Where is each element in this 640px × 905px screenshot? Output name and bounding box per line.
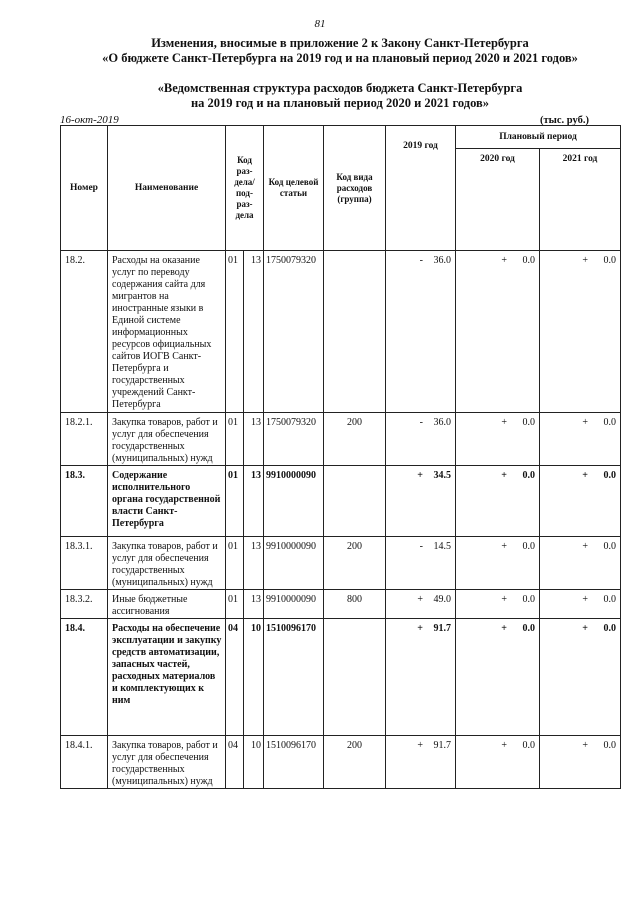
row-vr-code <box>324 619 386 736</box>
row-podrazdel: 13 <box>244 251 264 413</box>
sign: + <box>582 623 588 634</box>
table-row <box>61 736 621 789</box>
row-value-2020 <box>456 413 540 466</box>
header-2020: 2020 год <box>456 149 540 251</box>
amount: 0.0 <box>603 594 616 605</box>
row-razdel: 04 <box>226 619 244 736</box>
row-value-2019 <box>386 413 456 466</box>
header-2021: 2021 год <box>540 149 621 251</box>
row-value-2019 <box>386 736 456 789</box>
row-value-2021 <box>540 466 621 537</box>
sign: + <box>582 541 588 552</box>
row-cs-code: 1510096170 <box>264 736 324 789</box>
amount: 0.0 <box>603 255 616 266</box>
sign: + <box>417 740 423 751</box>
sign: - <box>419 417 423 428</box>
amount: 36.0 <box>433 255 451 266</box>
row-value-2021 <box>540 619 621 736</box>
sign: + <box>582 417 588 428</box>
amount: 0.0 <box>603 541 616 552</box>
row-number: 18.3.2. <box>61 590 108 619</box>
row-podrazdel: 10 <box>244 619 264 736</box>
row-value-2020 <box>456 619 540 736</box>
subtitle-line-2: на 2019 год и на плановый период 2020 и 2021 годов» <box>190 96 490 110</box>
row-name: Расходы на обеспечение эксплуатации и закупку средств автоматизации, запасных частей, расходных материалов и комплектующих к ним <box>108 619 226 736</box>
row-name: Закупка товаров, работ и услуг для обеспечения государственных (муниципальных) нужд <box>108 537 226 590</box>
row-podrazdel: 13 <box>244 466 264 537</box>
row-podrazdel: 13 <box>244 590 264 619</box>
amount: 0.0 <box>603 740 616 751</box>
amount: 0.0 <box>603 417 616 428</box>
amount: 0.0 <box>522 594 535 605</box>
table-row <box>61 537 621 590</box>
row-cs-code: 9910000090 <box>264 537 324 590</box>
table-row <box>61 413 621 466</box>
row-value-2021 <box>540 590 621 619</box>
table-row <box>61 619 621 736</box>
row-name: Закупка товаров, работ и услуг для обеспечения государственных (муниципальных) нужд <box>108 413 226 466</box>
row-razdel: 01 <box>226 590 244 619</box>
row-name: Расходы на оказание услуг по переводу содержания сайта для мигрантов на иностранные языки в Единой системе информационных ресурсов официальных сайтов ИОГВ Санкт-Петербурга и государственных учреждений Санкт-Петербурга <box>108 251 226 413</box>
row-vr-code <box>324 466 386 537</box>
amount: 0.0 <box>522 255 535 266</box>
row-razdel: 01 <box>226 413 244 466</box>
row-podrazdel: 13 <box>244 413 264 466</box>
units-label: (тыс. руб.) <box>540 115 589 126</box>
amount: 0.0 <box>522 541 535 552</box>
row-podrazdel: 10 <box>244 736 264 789</box>
amount: 14.5 <box>433 541 451 552</box>
amount: 0.0 <box>522 740 535 751</box>
table-row <box>61 590 621 619</box>
row-value-2021 <box>540 537 621 590</box>
row-value-2019 <box>386 537 456 590</box>
amount: 0.0 <box>603 470 616 481</box>
sign: + <box>501 470 507 481</box>
header-name: Наименование <box>108 126 226 251</box>
row-name: Содержание исполнительного органа государственной власти Санкт-Петербурга <box>108 466 226 537</box>
sign: + <box>501 255 507 266</box>
sign: - <box>419 541 423 552</box>
sign: + <box>417 623 423 634</box>
document-subtitle <box>40 81 640 111</box>
title-line-2: «О бюджете Санкт-Петербурга на 2019 год и на плановый период 2020 и 2021 годов» <box>102 51 578 65</box>
header-vr: Код вида расходов (группа) <box>324 126 386 251</box>
amount: 0.0 <box>522 417 535 428</box>
row-razdel: 01 <box>226 466 244 537</box>
sign: + <box>582 255 588 266</box>
row-razdel: 04 <box>226 736 244 789</box>
row-value-2021 <box>540 736 621 789</box>
amount: 0.0 <box>522 623 535 634</box>
header-2019: 2019 год <box>386 126 456 251</box>
subtitle-line-1: «Ведомственная структура расходов бюджета Санкт-Петербурга <box>157 81 523 95</box>
amount: 0.0 <box>603 623 616 634</box>
row-vr-code: 800 <box>324 590 386 619</box>
row-number: 18.3. <box>61 466 108 537</box>
sign: + <box>501 623 507 634</box>
row-cs-code: 1750079320 <box>264 251 324 413</box>
row-number: 18.4.1. <box>61 736 108 789</box>
sign: + <box>582 470 588 481</box>
title-line-1: Изменения, вносимые в приложение 2 к Закону Санкт-Петербурга <box>151 36 529 50</box>
sign: + <box>417 594 423 605</box>
row-value-2020 <box>456 736 540 789</box>
row-value-2019 <box>386 466 456 537</box>
row-value-2020 <box>456 590 540 619</box>
row-razdel: 01 <box>226 251 244 413</box>
row-name: Закупка товаров, работ и услуг для обеспечения государственных (муниципальных) нужд <box>108 736 226 789</box>
sign: + <box>582 594 588 605</box>
header-planned-period: Плановый период <box>456 126 621 149</box>
sign: + <box>501 594 507 605</box>
sign: + <box>417 470 423 481</box>
header-number: Номер <box>61 126 108 251</box>
budget-table <box>60 125 621 789</box>
amount: 91.7 <box>433 740 451 751</box>
row-podrazdel: 13 <box>244 537 264 590</box>
page-number: 81 <box>314 18 326 30</box>
document-date: 16-окт-2019 <box>60 114 119 126</box>
row-value-2020 <box>456 537 540 590</box>
header-cs: Код целевой статьи <box>264 126 324 251</box>
row-vr-code: 200 <box>324 413 386 466</box>
row-value-2020 <box>456 466 540 537</box>
row-razdel: 01 <box>226 537 244 590</box>
row-value-2019 <box>386 251 456 413</box>
row-number: 18.3.1. <box>61 537 108 590</box>
row-value-2019 <box>386 590 456 619</box>
header-razdel: Код раз-дела/ под-раз-дела <box>226 126 264 251</box>
row-value-2019 <box>386 619 456 736</box>
row-vr-code: 200 <box>324 736 386 789</box>
row-number: 18.2. <box>61 251 108 413</box>
row-cs-code: 9910000090 <box>264 466 324 537</box>
row-value-2020 <box>456 251 540 413</box>
amount: 49.0 <box>433 594 451 605</box>
table-row <box>61 466 621 537</box>
amount: 0.0 <box>522 470 535 481</box>
row-number: 18.4. <box>61 619 108 736</box>
row-cs-code: 1750079320 <box>264 413 324 466</box>
row-name: Иные бюджетные ассигнования <box>108 590 226 619</box>
row-cs-code: 1510096170 <box>264 619 324 736</box>
sign: + <box>501 740 507 751</box>
row-vr-code <box>324 251 386 413</box>
amount: 36.0 <box>433 417 451 428</box>
amount: 34.5 <box>433 470 451 481</box>
sign: + <box>501 541 507 552</box>
sign: + <box>501 417 507 428</box>
sign: + <box>582 740 588 751</box>
sign: - <box>419 255 423 266</box>
document-title <box>40 36 640 66</box>
row-value-2021 <box>540 251 621 413</box>
table-row <box>61 251 621 413</box>
row-number: 18.2.1. <box>61 413 108 466</box>
row-cs-code: 9910000090 <box>264 590 324 619</box>
row-vr-code: 200 <box>324 537 386 590</box>
amount: 91.7 <box>433 623 451 634</box>
row-value-2021 <box>540 413 621 466</box>
